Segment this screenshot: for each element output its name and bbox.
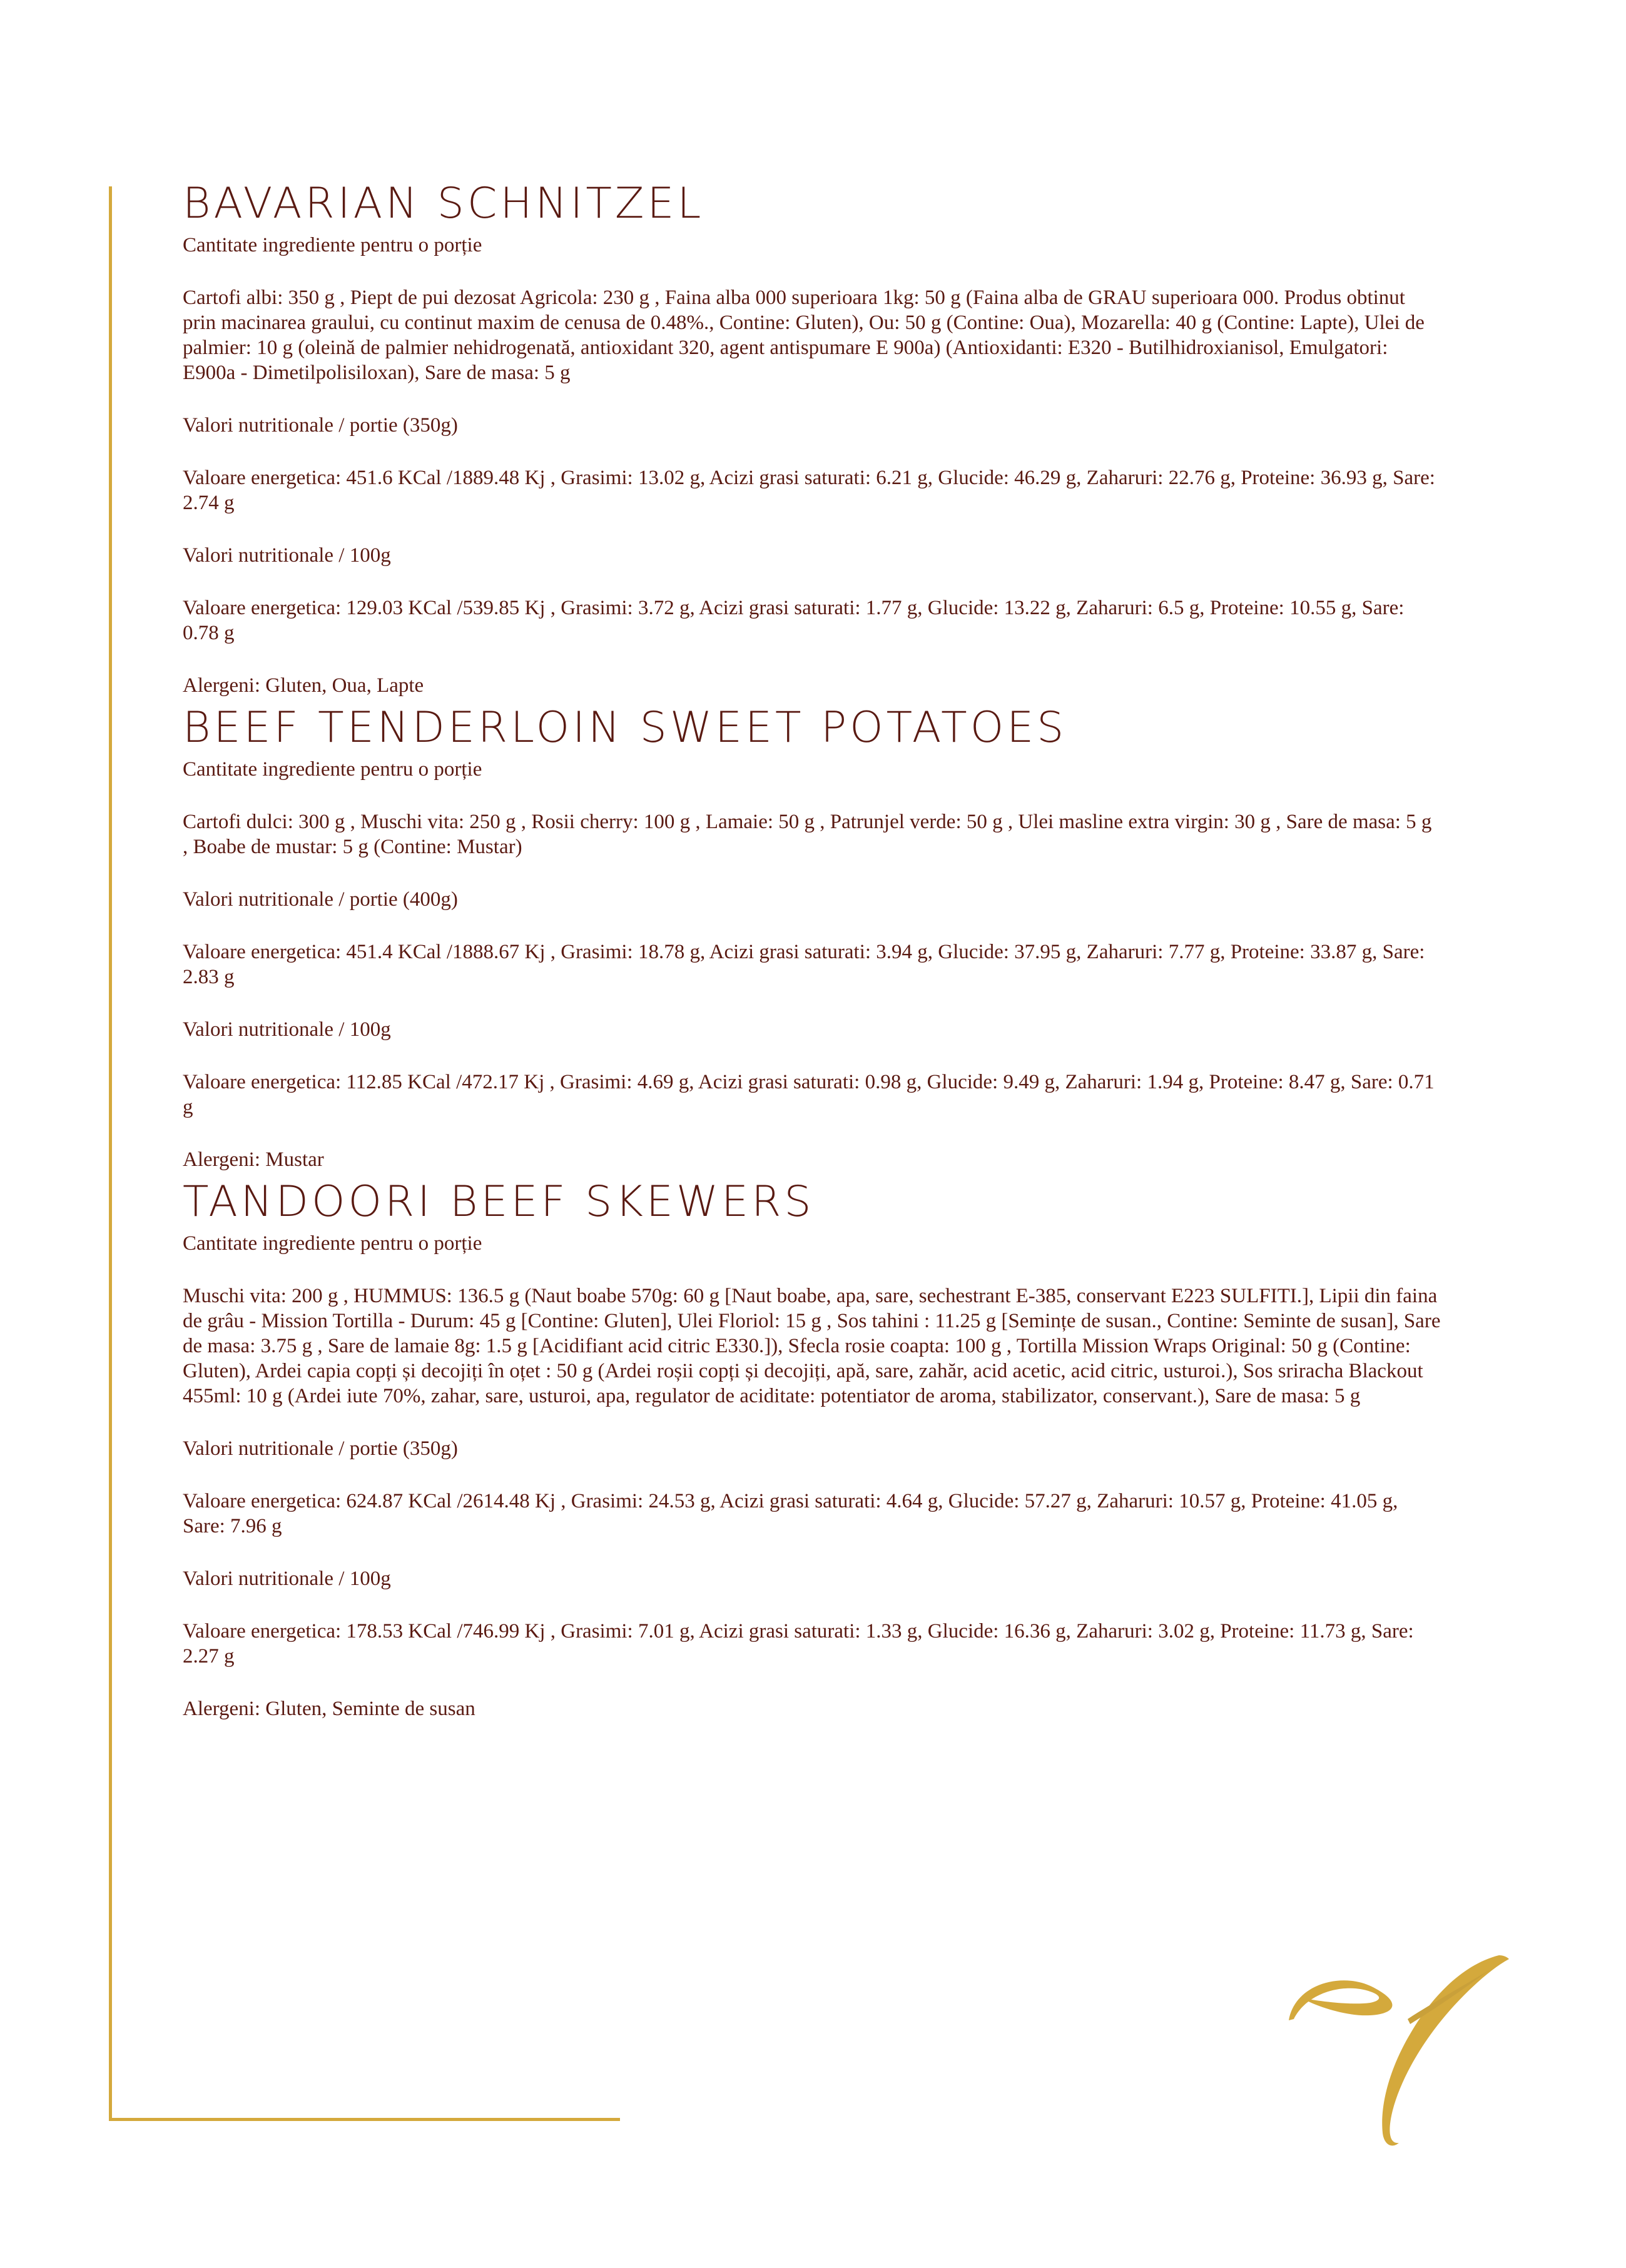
monogram-logo-icon: [1276, 1945, 1514, 2152]
portion-label: Valori nutritionale / portie (400g): [183, 888, 458, 911]
per100-label: Valori nutritionale / 100g: [183, 1567, 391, 1590]
per100-values: Valoare energetica: 112.85 KCal /472.17 Kj , Grasimi: 4.69 g, Acizi grasi saturati: 0.98 g, Glucide: 9.49 g, Zaharuri: 1.94 g, Proteine: 8.47 g, Sare: 0.71 g: [183, 1071, 1435, 1118]
dish-tandoori-beef-skewers: [183, 1173, 1441, 1721]
dish-subtitle: Cantitate ingrediente pentru o porție: [183, 758, 482, 781]
dish-title: BAVARIAN SCHNITZEL: [183, 179, 704, 228]
per100-label: Valori nutritionale / 100g: [183, 544, 391, 567]
dish-beef-tenderloin: [183, 699, 1441, 1172]
frame-vertical-line: [109, 186, 112, 2120]
dish-bavarian-schnitzel: [183, 175, 1441, 698]
per100-values: Valoare energetica: 129.03 KCal /539.85 Kj , Grasimi: 3.72 g, Acizi grasi saturati: 1.77 g, Glucide: 13.22 g, Zaharuri: 6.5 g, Proteine: 10.55 g, Sare: 0.78 g: [183, 597, 1405, 644]
per100-label: Valori nutritionale / 100g: [183, 1018, 391, 1041]
dish-title: TANDOORI BEEF SKEWERS: [183, 1177, 815, 1227]
dish-allergens: Alergeni: Gluten, Seminte de susan: [183, 1698, 475, 1720]
frame-horizontal-line: [109, 2118, 620, 2121]
dish-ingredients: Cartofi albi: 350 g , Piept de pui dezosat Agricola: 230 g , Faina alba 000 superioara 1kg: 50 g (Faina alba de GRAU superioara 000. Produs obtinut prin macinarea graului, cu continut maxim de cenusa de 0.48%., Contine: Gluten), Ou: 50 g (Contine: Oua), Mozarella: 40 g (Contine: Lapte), Ulei de palmier: 10 g (oleină de palmier nehidrogenată, antioxidant 320, agent antispumare E 900a) (Antioxidanti: E320 - Butilhidroxianisol, Emulgatori: E900a - Dimetilpolisiloxan), Sare de masa: 5 g: [183, 286, 1425, 384]
portion-values: Valoare energetica: 451.6 KCal /1889.48 Kj , Grasimi: 13.02 g, Acizi grasi saturati: 6.21 g, Glucide: 46.29 g, Zaharuri: 22.76 g, Proteine: 36.93 g, Sare: 2.74 g: [183, 467, 1435, 514]
dish-subtitle: Cantitate ingrediente pentru o porție: [183, 234, 482, 256]
menu-content: [183, 175, 1441, 1721]
dish-ingredients: Cartofi dulci: 300 g , Muschi vita: 250 g , Rosii cherry: 100 g , Lamaie: 50 g , Patrunjel verde: 50 g , Ulei masline extra virgin: 30 g , Sare de masa: 5 g , Boabe de mustar: 5 g (Contine: Mustar): [183, 811, 1432, 858]
portion-values: Valoare energetica: 624.87 KCal /2614.48 Kj , Grasimi: 24.53 g, Acizi grasi saturati: 4.64 g, Glucide: 57.27 g, Zaharuri: 10.57 g, Proteine: 41.05 g, Sare: 7.96 g: [183, 1490, 1398, 1537]
portion-values: Valoare energetica: 451.4 KCal /1888.67 Kj , Grasimi: 18.78 g, Acizi grasi saturati: 3.94 g, Glucide: 37.95 g, Zaharuri: 7.77 g, Proteine: 33.87 g, Sare: 2.83 g: [183, 941, 1425, 988]
dish-allergens: Alergeni: Gluten, Oua, Lapte: [183, 674, 424, 697]
dish-allergens: Alergeni: Mustar: [183, 1148, 324, 1171]
per100-values: Valoare energetica: 178.53 KCal /746.99 Kj , Grasimi: 7.01 g, Acizi grasi saturati: 1.33 g, Glucide: 16.36 g, Zaharuri: 3.02 g, Proteine: 11.73 g, Sare: 2.27 g: [183, 1620, 1414, 1668]
dish-ingredients: Muschi vita: 200 g , HUMMUS: 136.5 g (Naut boabe 570g: 60 g [Naut boabe, apa, sare, sechestrant E-385, conservant E223 SULFITI.], Lipii din faina de grâu - Mission Tortilla - Durum: 45 g [Contine: Gluten], Ulei Floriol: 15 g , Sos tahini : 11.25 g [Semințe de susan., Contine: Seminte de susan], Sare de masa: 3.75 g , Sare de lamaie 8g: 1.5 g [Acidifiant acid citric E330.]), Sfecla rosie coapta: 100 g , Tortilla Mission Wraps Original: 50 g (Contine: Gluten), Ardei capia copți și decojiți în oțet : 50 g (Ardei roșii copți și decojiți, apă, sare, zahăr, acid acetic, acid citric, usturoi.), Sos sriracha Blackout 455ml: 10 g (Ardei iute 70%, zahar, sare, usturoi, apa, regulator de aciditate: potentiator de aroma, stabilizator, conservant.), Sare de masa: 5 g: [183, 1285, 1441, 1407]
portion-label: Valori nutritionale / portie (350g): [183, 1437, 458, 1460]
dish-title: BEEF TENDERLOIN SWEET POTATOES: [183, 703, 1067, 752]
dish-subtitle: Cantitate ingrediente pentru o porție: [183, 1232, 482, 1255]
portion-label: Valori nutritionale / portie (350g): [183, 414, 458, 437]
